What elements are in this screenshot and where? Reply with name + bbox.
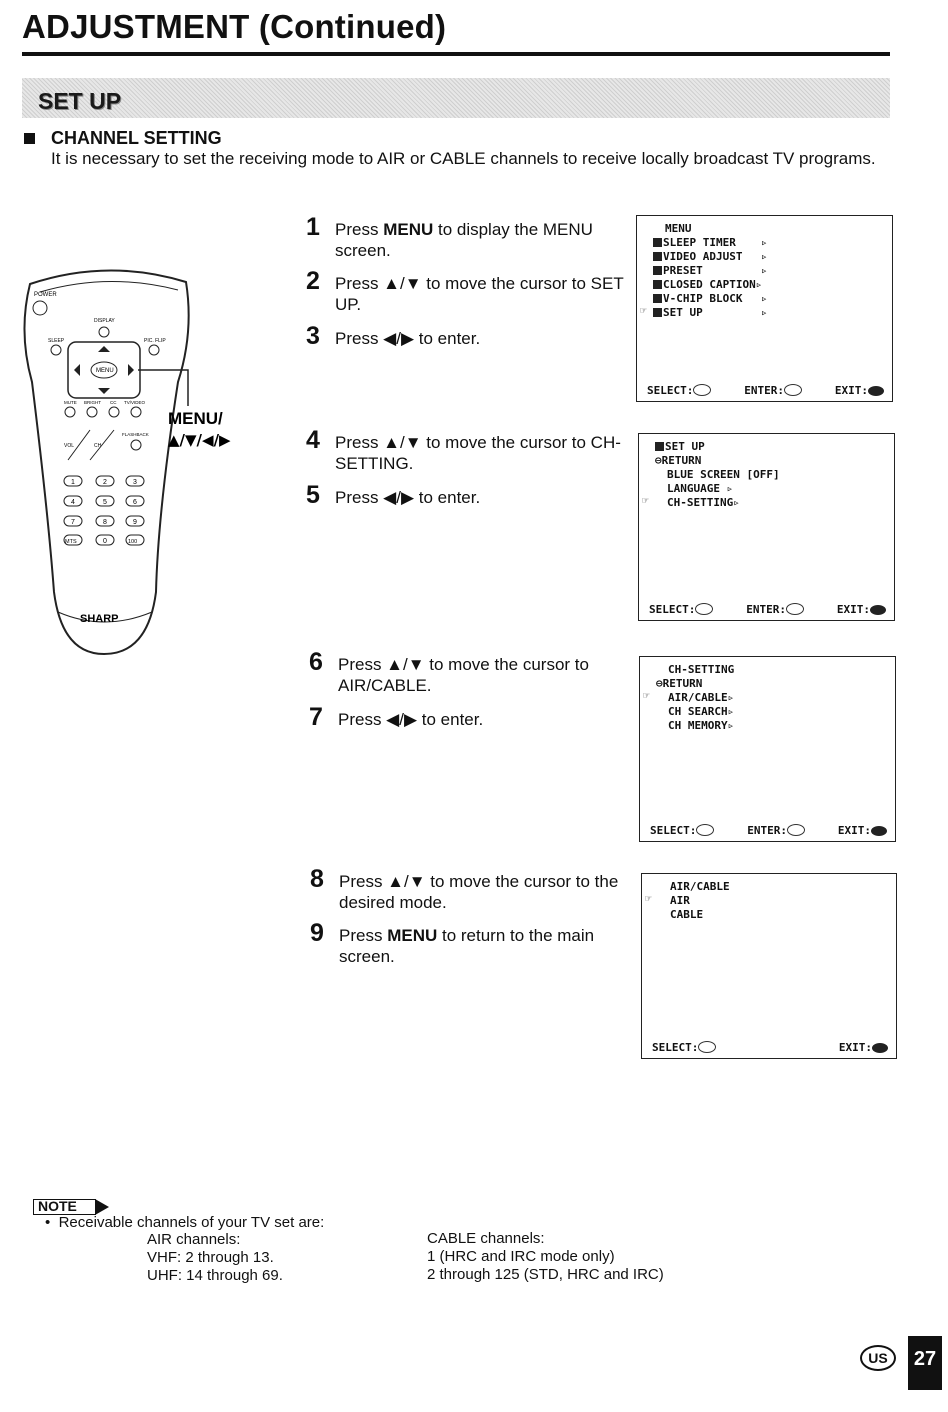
- page-title: ADJUSTMENT (Continued): [22, 8, 447, 45]
- step-1-number: 1: [306, 213, 320, 241]
- osd-menu-item: VIDEO ADJUST ▹: [653, 250, 742, 264]
- pointing-hand-icon: ☞: [645, 892, 652, 905]
- note-cable-title: CABLE channels:: [427, 1230, 545, 1247]
- step-9-number: 9: [310, 919, 324, 947]
- remote-mute-label: MUTE: [64, 400, 77, 405]
- svg-text:7: 7: [71, 519, 75, 526]
- osd-setup-item: LANGUAGE ▹: [667, 482, 734, 495]
- remote-brand: SHARP: [80, 613, 119, 625]
- cursor-pad-icon: [786, 603, 804, 615]
- svg-text:9: 9: [133, 519, 137, 526]
- remote-power-label: POWER: [34, 292, 57, 298]
- note-label: NOTE: [38, 1198, 77, 1214]
- svg-text:MTS: MTS: [65, 539, 77, 545]
- remote-tvvideo-label: TV/VIDEO: [124, 400, 146, 405]
- osd-chsetting-screen: [639, 656, 896, 842]
- osd-aircable-screen: [641, 873, 897, 1059]
- step-8-number: 8: [310, 865, 324, 893]
- step-1-text: Press MENU to display the MENU screen.: [335, 220, 593, 260]
- remote-menu-label: MENU: [96, 368, 114, 374]
- osd-menu-item: SLEEP TIMER ▹: [653, 236, 736, 250]
- osd-setup-item: BLUE SCREEN [OFF]: [667, 468, 780, 481]
- v-chip-icon: [653, 294, 662, 303]
- title-rule: [22, 52, 890, 56]
- osd-setup-item-selected: CH-SETTING▹: [667, 496, 740, 509]
- cursor-pad-icon: [698, 1041, 716, 1053]
- return-icon: ⊖: [656, 677, 663, 690]
- osd-menu-footer: SELECT: ENTER: EXIT:: [647, 384, 884, 397]
- step-2-number: 2: [306, 267, 320, 295]
- osd-menu-item: V-CHIP BLOCK ▹: [653, 292, 742, 306]
- osd-chsetting-footer: SELECT: ENTER: EXIT:: [650, 824, 887, 837]
- osd-chsetting-item: CH MEMORY▹: [668, 719, 735, 732]
- svg-text:4: 4: [71, 499, 75, 506]
- step-8-text: Press ▲/▼ to move the cursor to the desired mode.: [339, 872, 619, 912]
- osd-setup-title: SET UP: [655, 440, 705, 454]
- svg-text:0: 0: [103, 538, 107, 545]
- osd-menu-item: PRESET ▹: [653, 264, 703, 278]
- remote-display-label: DISPLAY: [94, 318, 115, 324]
- return-icon: ⊖: [655, 454, 662, 467]
- remote-cc-label: CC: [110, 400, 117, 405]
- osd-aircable-title: AIR/CABLE: [670, 880, 730, 893]
- osd-aircable-item: CABLE: [670, 908, 704, 921]
- osd-aircable-footer: SELECT: EXIT:: [652, 1041, 888, 1054]
- remote-ch-label: CH: [94, 443, 102, 449]
- menu-button-icon: [871, 826, 887, 836]
- cursor-pad-icon: [695, 603, 713, 615]
- heading-bullet-icon: [24, 133, 35, 144]
- osd-chsetting-item-selected: AIR/CABLE▹: [668, 691, 735, 704]
- note-air-uhf: UHF: 14 through 69.: [147, 1267, 283, 1284]
- step-5-number: 5: [306, 481, 320, 509]
- osd-setup-footer: SELECT: ENTER: EXIT:: [649, 603, 886, 616]
- osd-chsetting-title: CH-SETTING: [668, 663, 735, 676]
- pointing-hand-icon: ☞: [642, 494, 649, 507]
- closed-caption-icon: [653, 280, 662, 289]
- intro-text: It is necessary to set the receiving mode to AIR or CABLE channels to receive locally broadcast TV programs.: [51, 149, 876, 168]
- osd-menu-item-selected: SET UP ▹: [653, 306, 703, 320]
- svg-text:8: 8: [103, 519, 107, 526]
- svg-text:100: 100: [128, 539, 138, 545]
- page-number: 27: [908, 1336, 942, 1390]
- region-badge: US: [860, 1345, 896, 1371]
- svg-text:1: 1: [71, 479, 75, 486]
- step-3-number: 3: [306, 322, 320, 350]
- svg-text:2: 2: [103, 479, 107, 486]
- note-air-title: AIR channels:: [147, 1231, 241, 1248]
- step-7-text: Press ◀/▶ to enter.: [338, 710, 484, 729]
- osd-setup-item: ⊖RETURN: [655, 454, 702, 467]
- osd-menu-item: CLOSED CAPTION▹: [653, 278, 762, 292]
- cursor-pad-icon: [784, 384, 802, 396]
- remote-sleep-label: SLEEP: [48, 338, 65, 344]
- note-cable-1: 1 (HRC and IRC mode only): [427, 1248, 615, 1265]
- set-up-icon: [653, 308, 662, 317]
- menu-button-icon: [868, 386, 884, 396]
- svg-text:5: 5: [103, 499, 107, 506]
- video-adjust-icon: [653, 252, 662, 261]
- svg-text:6: 6: [133, 499, 137, 506]
- step-6-text: Press ▲/▼ to move the cursor to AIR/CABLE.: [338, 655, 589, 695]
- note-bullet: • Receivable channels of your TV set are:: [45, 1214, 325, 1231]
- step-4-number: 4: [306, 426, 320, 454]
- cursor-pad-icon: [696, 824, 714, 836]
- step-5-text: Press ◀/▶ to enter.: [335, 488, 481, 507]
- step-4-text: Press ▲/▼ to move the cursor to CH-SETTING.: [335, 433, 621, 473]
- remote-callout: MENU/: [168, 409, 223, 428]
- osd-chsetting-item: CH SEARCH▹: [668, 705, 735, 718]
- remote-vol-label: VOL: [64, 443, 75, 449]
- osd-aircable-item-selected: AIR: [670, 894, 690, 907]
- pointing-hand-icon: ☞: [640, 304, 647, 317]
- step-3-text: Press ◀/▶ to enter.: [335, 329, 481, 348]
- preset-icon: [653, 266, 662, 275]
- note-air-vhf: VHF: 2 through 13.: [147, 1249, 274, 1266]
- step-2-text: Press ▲/▼ to move the cursor to SET UP.: [335, 274, 624, 314]
- remote-bright-label: BRIGHT: [84, 400, 102, 405]
- menu-button-icon: [872, 1043, 888, 1053]
- osd-setup-screen: [638, 433, 895, 621]
- step-6-number: 6: [309, 648, 323, 676]
- note-cable-2: 2 through 125 (STD, HRC and IRC): [427, 1266, 664, 1283]
- step-7-number: 7: [309, 703, 323, 731]
- step-9-text: Press MENU to return to the main screen.: [339, 926, 595, 966]
- svg-text:3: 3: [133, 479, 137, 486]
- section-bar: [22, 78, 890, 118]
- pointing-hand-icon: ☞: [643, 689, 650, 702]
- cursor-pad-icon: [787, 824, 805, 836]
- osd-menu-screen: [636, 215, 893, 402]
- heading: CHANNEL SETTING: [51, 128, 222, 148]
- remote-picflip-label: PIC. FLIP: [144, 338, 166, 344]
- menu-button-icon: [870, 605, 886, 615]
- osd-chsetting-item: ⊖RETURN: [656, 677, 703, 690]
- cursor-pad-icon: [693, 384, 711, 396]
- remote-callout-arrows: ▲/▼/◀/▶: [168, 431, 231, 449]
- sleep-timer-icon: [653, 238, 662, 247]
- remote-flashback-label: FLASHBACK: [122, 432, 149, 437]
- section-title: SET UP: [38, 88, 122, 114]
- set-up-icon: [655, 442, 664, 451]
- remote-control-illustration: [18, 262, 268, 662]
- osd-menu-title: MENU: [665, 222, 692, 235]
